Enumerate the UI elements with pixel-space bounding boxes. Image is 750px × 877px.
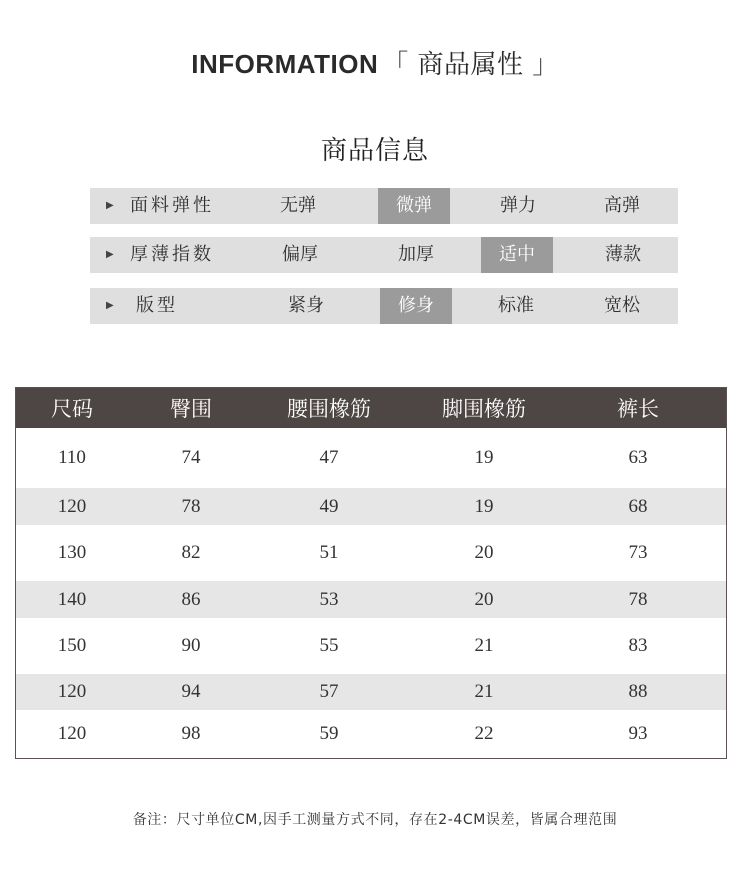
table-cell: 21	[474, 635, 494, 656]
table-cell: 74	[181, 447, 201, 468]
header-cell: 脚围橡筋	[442, 397, 526, 421]
table-cell: 19	[474, 496, 494, 517]
table-cell: 53	[319, 589, 339, 610]
attribute-label: 版型	[136, 295, 178, 316]
table-cell: 94	[181, 681, 201, 702]
table-row	[16, 618, 726, 674]
table-cell: 120	[57, 681, 87, 702]
table-cell: 93	[628, 723, 648, 744]
table-cell: 20	[474, 542, 494, 563]
size-note: 备注：尺寸单位CM,因手工测量方式不同，存在2-4CM误差，皆属合理范围	[132, 812, 618, 828]
table-cell: 57	[319, 681, 339, 702]
table-row	[16, 581, 726, 618]
table-cell: 21	[474, 681, 494, 702]
header-title-zh: 「 商品属性 」	[382, 50, 559, 80]
table-cell: 150	[57, 635, 87, 656]
table-row	[16, 525, 726, 581]
table-cell: 98	[181, 723, 201, 744]
table-cell: 130	[57, 542, 87, 563]
table-cell: 55	[319, 635, 339, 656]
table-cell: 49	[319, 496, 339, 517]
attribute-option: 微弹	[378, 188, 450, 224]
table-cell: 68	[628, 496, 648, 517]
table-cell: 22	[474, 723, 494, 744]
triangle-right-icon: ▶	[106, 249, 114, 260]
attribute-option: 高弹	[604, 195, 640, 216]
table-cell: 59	[319, 723, 339, 744]
table-cell: 90	[181, 635, 201, 656]
attribute-option: 加厚	[398, 244, 434, 265]
table-cell: 20	[474, 589, 494, 610]
table-row	[16, 710, 726, 758]
page-header	[0, 44, 750, 81]
table-cell: 120	[57, 496, 87, 517]
header-cell: 臀围	[170, 397, 212, 421]
size-table	[15, 387, 727, 759]
header-cell: 裤长	[617, 397, 659, 421]
table-cell: 47	[319, 447, 339, 468]
table-cell: 78	[628, 589, 648, 610]
table-cell: 110	[58, 447, 86, 468]
attribute-option: 修身	[380, 288, 452, 324]
table-row	[16, 488, 726, 525]
header-cell: 尺码	[51, 397, 93, 421]
attribute-option: 弹力	[500, 195, 536, 216]
header-title-en: INFORMATION	[191, 49, 379, 79]
table-cell: 19	[474, 447, 494, 468]
attribute-label: 面料弹性	[130, 195, 214, 216]
table-cell: 83	[628, 635, 648, 656]
triangle-right-icon: ▶	[106, 300, 114, 311]
attribute-label: 厚薄指数	[130, 244, 214, 265]
attribute-option: 紧身	[288, 295, 324, 316]
table-cell: 73	[628, 542, 648, 563]
table-row	[16, 674, 726, 710]
table-cell: 78	[181, 496, 201, 517]
attribute-option: 标准	[498, 295, 534, 316]
attribute-option: 宽松	[604, 295, 640, 316]
attribute-option: 薄款	[605, 244, 641, 265]
triangle-right-icon: ▶	[106, 200, 114, 211]
section-title: 商品信息	[320, 136, 429, 166]
attribute-row-fit	[90, 288, 678, 324]
attribute-option: 偏厚	[282, 244, 318, 265]
table-cell: 51	[319, 542, 339, 563]
table-cell: 140	[57, 589, 87, 610]
table-cell: 82	[181, 542, 201, 563]
table-header	[16, 388, 726, 428]
table-cell: 86	[181, 589, 201, 610]
table-cell: 88	[628, 681, 648, 702]
table-cell: 120	[57, 723, 87, 744]
attribute-row-elasticity	[90, 188, 678, 224]
attribute-option: 适中	[481, 237, 553, 273]
table-row	[16, 428, 726, 488]
attribute-option: 无弹	[280, 195, 316, 216]
table-cell: 63	[628, 447, 648, 468]
attribute-row-thickness	[90, 237, 678, 273]
header-cell: 腰围橡筋	[287, 397, 371, 421]
